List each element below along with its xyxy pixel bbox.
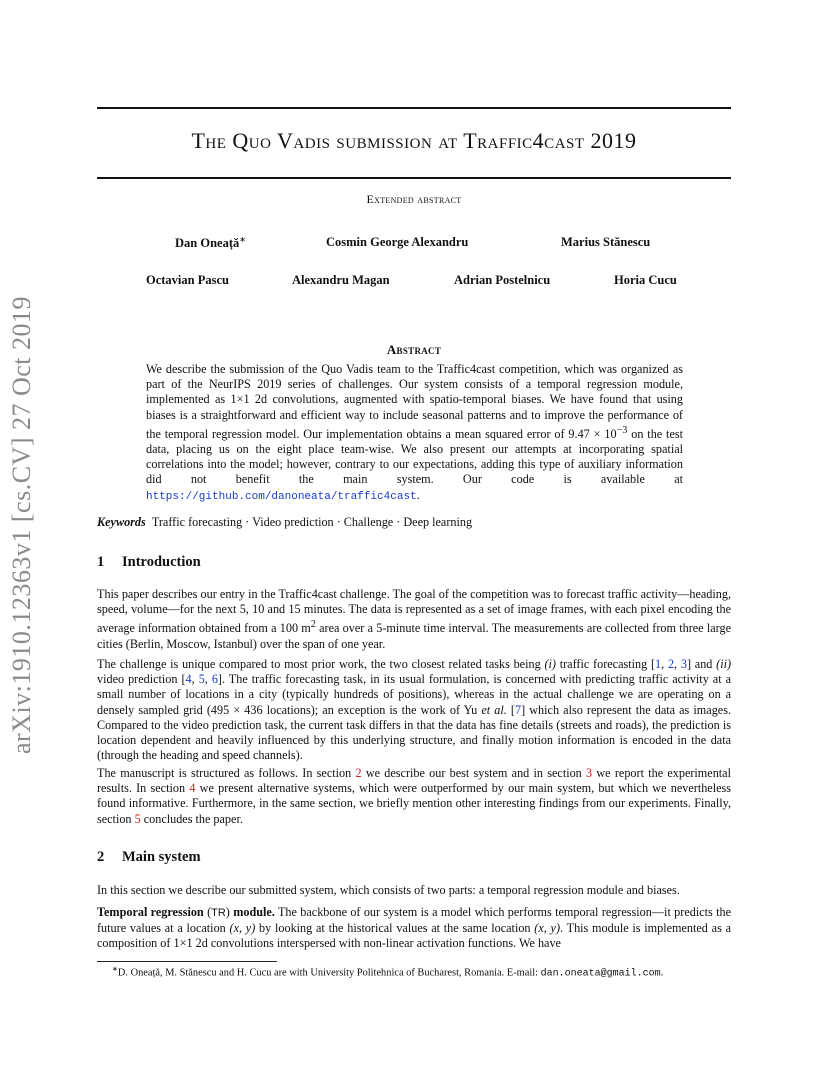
citation-link[interactable]: 1 (655, 657, 662, 671)
intro-paragraph: This paper describes our entry in the Traffic4cast challenge. The goal of the competition was to forecast traffic activity—heading, speed, volume—for the next 5, 10 and 15 minutes. The data is represented as a set of image frames, with each pixel encoding the average information obtained from a 100 $m^2$ area over a 5-minute time interval. The measurements are collected from three large cities (Berlin, Moscow, Istanbul) over the span of one year. (97, 587, 731, 651)
citation-link[interactable]: 2 (667, 657, 675, 671)
title-top-rule (97, 107, 731, 109)
title-bottom-rule (97, 177, 731, 179)
main-system-paragraph: In this section we describe our submitted system, which consists of two parts: a temporal regression module and biases. (97, 883, 680, 897)
paper-subtitle: Extended abstract (366, 192, 462, 206)
main-system-paragraph: Temporal regression (TR) module. The backbone of our system is a model which performs temporal regression—it predicts the future values at a location (x, y) by looking at the historical values at the same location (x, y). This module is implemented as a composition of 1×1 2d convolutions interspersed with non-linear activation functions. We have (97, 905, 731, 951)
author-name: Dan Oneață∗ (175, 235, 246, 251)
author-name: Alexandru Magan (292, 273, 390, 287)
section-heading: 1 Introduction (97, 554, 201, 570)
author-name: Octavian Pascu (146, 273, 229, 287)
author-name: Marius Stănescu (561, 235, 651, 249)
keywords-line (97, 515, 472, 530)
arxiv-identifier: arXiv:1910.12363v1 [cs.CV] 27 Oct 2019 (7, 295, 36, 755)
section-heading: 2 Main system (97, 849, 201, 865)
footnote-rule (97, 961, 277, 962)
citation-link[interactable]: 6 (211, 672, 218, 687)
code-url-link[interactable]: https://github.com/danoneata/traffic4cast (146, 490, 417, 503)
intro-paragraph: The challenge is unique compared to most prior work, the two closest related tasks being (i) traffic forecasting [1, 2, 3] and (ii) video prediction [4, 5, 6]. The traffic forecasting task, in its usual formulation, is concerned with predicting traffic activity at a small number of locations in a city (typically hundreds of positions), whereas in the actual challenge we are operating on a densely sampled grid (495 × 436 locations); an exception is the work of Yu et al. [7] which also represent the data as images. Compared to the video prediction task, the current task differs in that the data has fine details (streets and roads), the prediction is location dependent and heavily influenced by this underlying structure, and finally motion information is encoded in the data (through the heading and speed channels). (97, 657, 732, 763)
section-ref-link[interactable]: 5 (134, 811, 141, 826)
author-name: Adrian Postelnicu (454, 273, 551, 287)
keywords-list: Traffic forecasting · Video prediction · Challenge · Deep learning (151, 515, 473, 529)
section-ref-link[interactable]: 3 (586, 766, 593, 780)
author-name: Horia Cucu (614, 273, 677, 287)
section-ref-link[interactable]: 4 (189, 781, 196, 796)
abstract-body: We describe the submission of the Quo Vadis team to the Traffic4cast competition, which was organized as part of the NeurIPS 2019 series of challenges. Our system consists of a temporal regression module, implemented as 1×1 2d convolutions, augmented with spatio-temporal biases. We have found that using biases is a straightforward and efficient way to include seasonal patterns and to improve the performance of the temporal regression model. Our implementation obtains a mean squared error of $9.47 \times 10^{-3}$ on the test data, placing us on the eight place team-wise. We also present our attempts at incorporating spatial correlations into the model; however, contrary to our expectations, adding this type of auxiliary information did not benefit the main system. Our code is available at https://github.com/danoneata/traffic4cast. (146, 362, 683, 503)
citation-link[interactable]: 3 (680, 657, 687, 671)
citation-link[interactable]: 5 (198, 672, 205, 687)
author-footnote: ∗D. Oneață, M. Stănescu and H. Cucu are with University Politehnica of Bucharest, Romania. E-mail: dan.oneata@gmail.com. (112, 965, 664, 980)
paper-title: The Quo Vadis submission at Traffic4cast 2019 (191, 128, 637, 153)
section-ref-link[interactable]: 2 (355, 766, 362, 780)
citation-link[interactable]: 7 (514, 702, 522, 717)
citation-link[interactable]: 4 (185, 672, 192, 687)
author-name: Cosmin George Alexandru (326, 235, 469, 249)
email-address: dan.oneata@gmail.com (540, 968, 661, 980)
intro-paragraph: The manuscript is structured as follows. In section 2 we describe our best system and in section 3 we report the experimental results. In section 4 we present alternative systems, which were outperformed by our main system, but which we nevertheless found informative. Furthermore, in the same section, we briefly mention other interesting findings from our experiments. Finally, section 5 concludes the paper. (97, 766, 731, 826)
keywords-label: Keywords (97, 515, 146, 529)
abstract-heading: Abstract (386, 342, 442, 357)
